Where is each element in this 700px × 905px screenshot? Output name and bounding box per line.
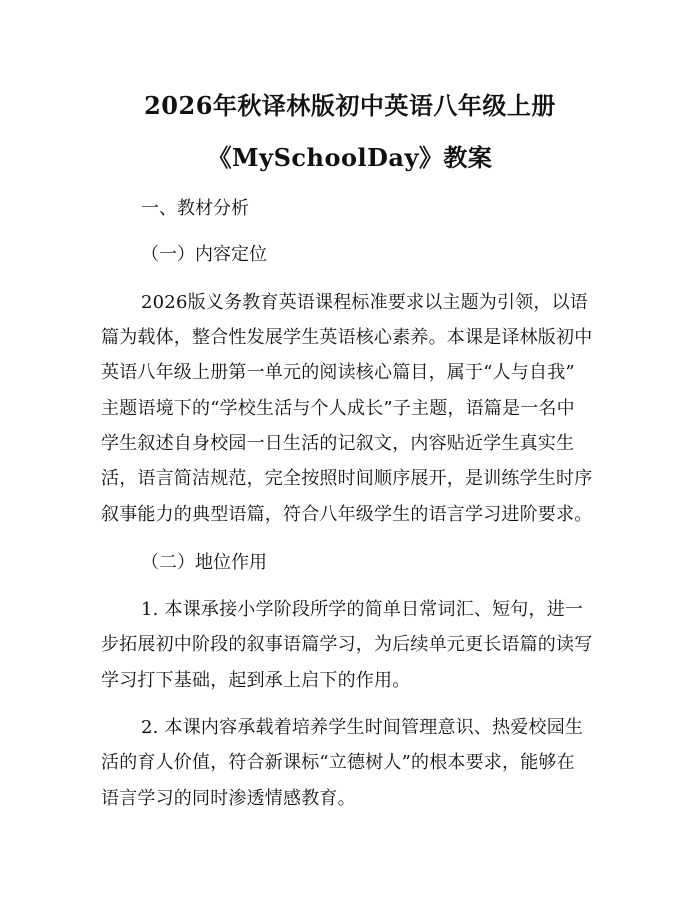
section-heading-textbook-analysis: 一、教材分析 bbox=[141, 198, 249, 219]
document-title-line-2: 《MySchoolDay》教案 bbox=[207, 143, 493, 172]
paragraph-3-line-1: 2. 本课内容承载着培养学生时间管理意识、热爱校园生 bbox=[141, 717, 584, 738]
document-title-line-1: 2026年秋译林版初中英语八年级上册 bbox=[144, 91, 556, 120]
paragraph-1-line-6: 活，语言简洁规范，完全按照时间顺序展开，是训练学生时序 bbox=[101, 468, 593, 489]
paragraph-3-line-3: 语言学习的同时渗透情感教育。 bbox=[101, 788, 356, 809]
paragraph-3-line-2: 活的育人价值，符合新课标“立德树人”的根本要求，能够在 bbox=[101, 752, 575, 773]
paragraph-1-line-3: 英语八年级上册第一单元的阅读核心篇目，属于“人与自我” bbox=[101, 362, 575, 383]
paragraph-1-line-2: 篇为载体，整合性发展学生英语核心素养。本课是译林版初中 bbox=[101, 327, 593, 348]
paragraph-1-line-1: 2026版义务教育英语课程标准要求以主题为引领，以语 bbox=[141, 292, 589, 313]
paragraph-2-line-1: 1. 本课承接小学阶段所学的简单日常词汇、短句，进一 bbox=[141, 599, 584, 620]
paragraph-2-line-2: 步拓展初中阶段的叙事语篇学习，为后续单元更长语篇的读写 bbox=[101, 634, 593, 655]
paragraph-1-line-4: 主题语境下的“学校生活与个人成长”子主题，语篇是一名中 bbox=[101, 398, 575, 419]
subsection-heading-role: （二）地位作用 bbox=[141, 552, 267, 573]
paragraph-2-line-3: 学习打下基础，起到承上启下的作用。 bbox=[101, 670, 411, 691]
paragraph-1-line-7: 叙事能力的典型语篇，符合八年级学生的语言学习进阶要求。 bbox=[101, 504, 593, 525]
paragraph-1-line-5: 学生叙述自身校园一日生活的记叙文，内容贴近学生真实生 bbox=[101, 433, 575, 454]
subsection-heading-content-positioning: （一）内容定位 bbox=[141, 244, 267, 265]
